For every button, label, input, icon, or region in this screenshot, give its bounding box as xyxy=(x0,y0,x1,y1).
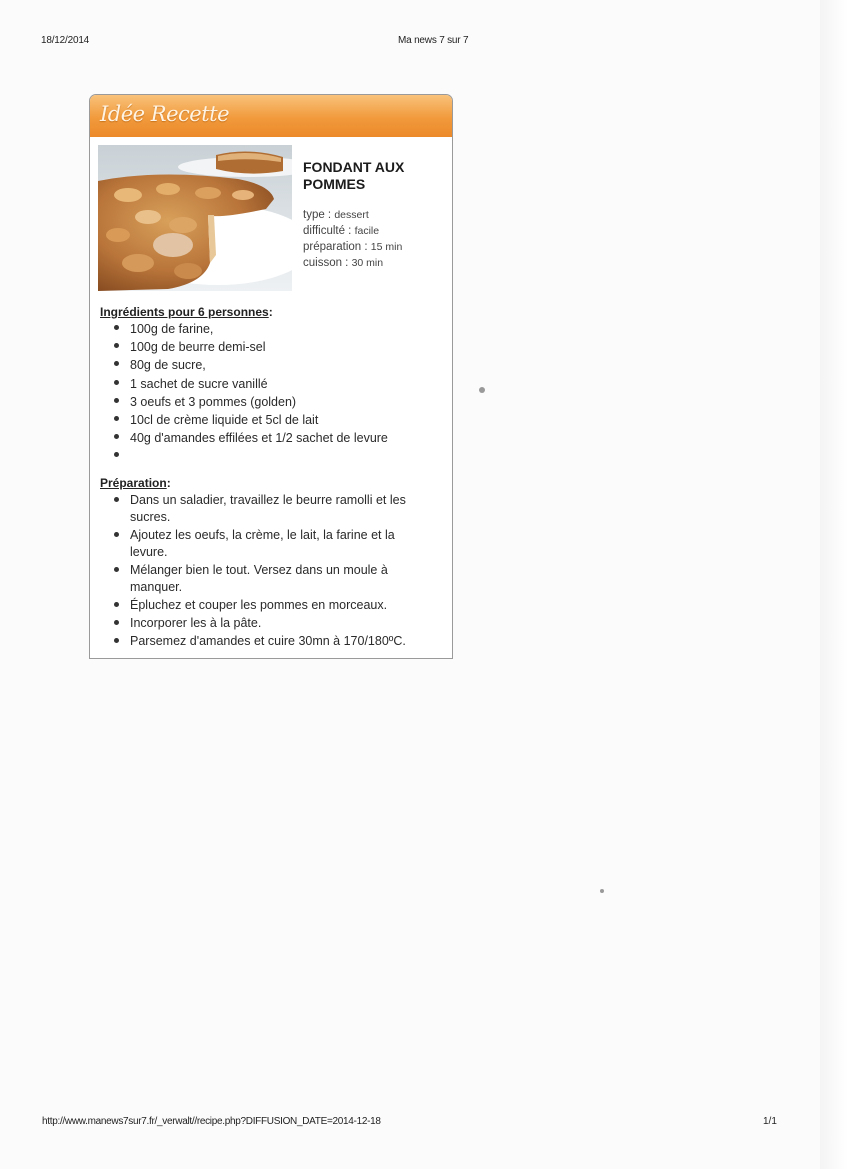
list-item: Mélanger bien le tout. Versez dans un moule à manquer. xyxy=(112,562,432,596)
list-item: Dans un saladier, travaillez le beurre ramolli et les sucres. xyxy=(112,492,432,526)
banner-title: Idée Recette xyxy=(100,102,230,126)
bullet-icon xyxy=(114,380,119,385)
bullet-icon xyxy=(114,325,119,330)
bullet-icon xyxy=(114,620,119,625)
bullet-icon xyxy=(114,434,119,439)
ingredients-list xyxy=(112,320,388,466)
scan-speck xyxy=(600,889,604,893)
meta-type: type : dessert xyxy=(303,209,369,221)
print-footer-url: http://www.manews7sur7.fr/_verwalt//recipe.php?DIFFUSION_DATE=2014-12-18 xyxy=(42,1116,381,1127)
ingredients-heading: Ingrédients pour 6 personnes: xyxy=(100,305,273,319)
list-item: 10cl de crème liquide et 5cl de lait xyxy=(112,411,388,429)
list-item: 80g de sucre, xyxy=(112,356,388,374)
recipe-card xyxy=(89,94,453,659)
meta-difficulty: difficulté : facile xyxy=(303,225,380,237)
bullet-icon xyxy=(114,398,119,403)
bullet-icon xyxy=(114,567,119,572)
list-item: 40g d'amandes effilées et 1/2 sachet de levure xyxy=(112,429,388,447)
preparation-heading: Préparation: xyxy=(100,476,171,490)
list-item: Ajoutez les oeufs, la crème, le lait, la farine et la levure. xyxy=(112,527,432,561)
bullet-icon xyxy=(114,452,119,457)
bullet-icon xyxy=(114,361,119,366)
list-item: Parsemez d'amandes et cuire 30mn à 170/180ºC. xyxy=(112,633,432,650)
scan-page-edge xyxy=(820,0,848,1169)
bullet-icon xyxy=(114,532,119,537)
list-item: 3 oeufs et 3 pommes (golden) xyxy=(112,393,388,411)
list-item: Incorporer les à la pâte. xyxy=(112,615,432,632)
list-item xyxy=(112,447,388,465)
meta-cooking: cuisson : 30 min xyxy=(303,257,384,269)
print-page-title: Ma news 7 sur 7 xyxy=(398,35,469,46)
recipe-banner xyxy=(90,95,452,137)
cake-image-icon xyxy=(98,145,292,291)
list-item: 100g de farine, xyxy=(112,320,388,338)
scan-speck xyxy=(479,387,485,393)
preparation-list xyxy=(112,492,432,651)
bullet-icon xyxy=(114,416,119,421)
bullet-icon xyxy=(114,602,119,607)
meta-preparation: préparation : 15 min xyxy=(303,241,403,253)
recipe-meta xyxy=(303,207,402,271)
recipe-photo xyxy=(98,145,292,291)
bullet-icon xyxy=(114,638,119,643)
print-page-number: 1/1 xyxy=(763,1116,777,1127)
bullet-icon xyxy=(114,497,119,502)
list-item: Épluchez et couper les pommes en morceaux. xyxy=(112,597,432,614)
bullet-icon xyxy=(114,343,119,348)
recipe-title: FONDANT AUX POMMES xyxy=(303,159,405,192)
list-item: 1 sachet de sucre vanillé xyxy=(112,375,388,393)
print-date: 18/12/2014 xyxy=(41,35,90,46)
list-item: 100g de beurre demi-sel xyxy=(112,338,388,356)
